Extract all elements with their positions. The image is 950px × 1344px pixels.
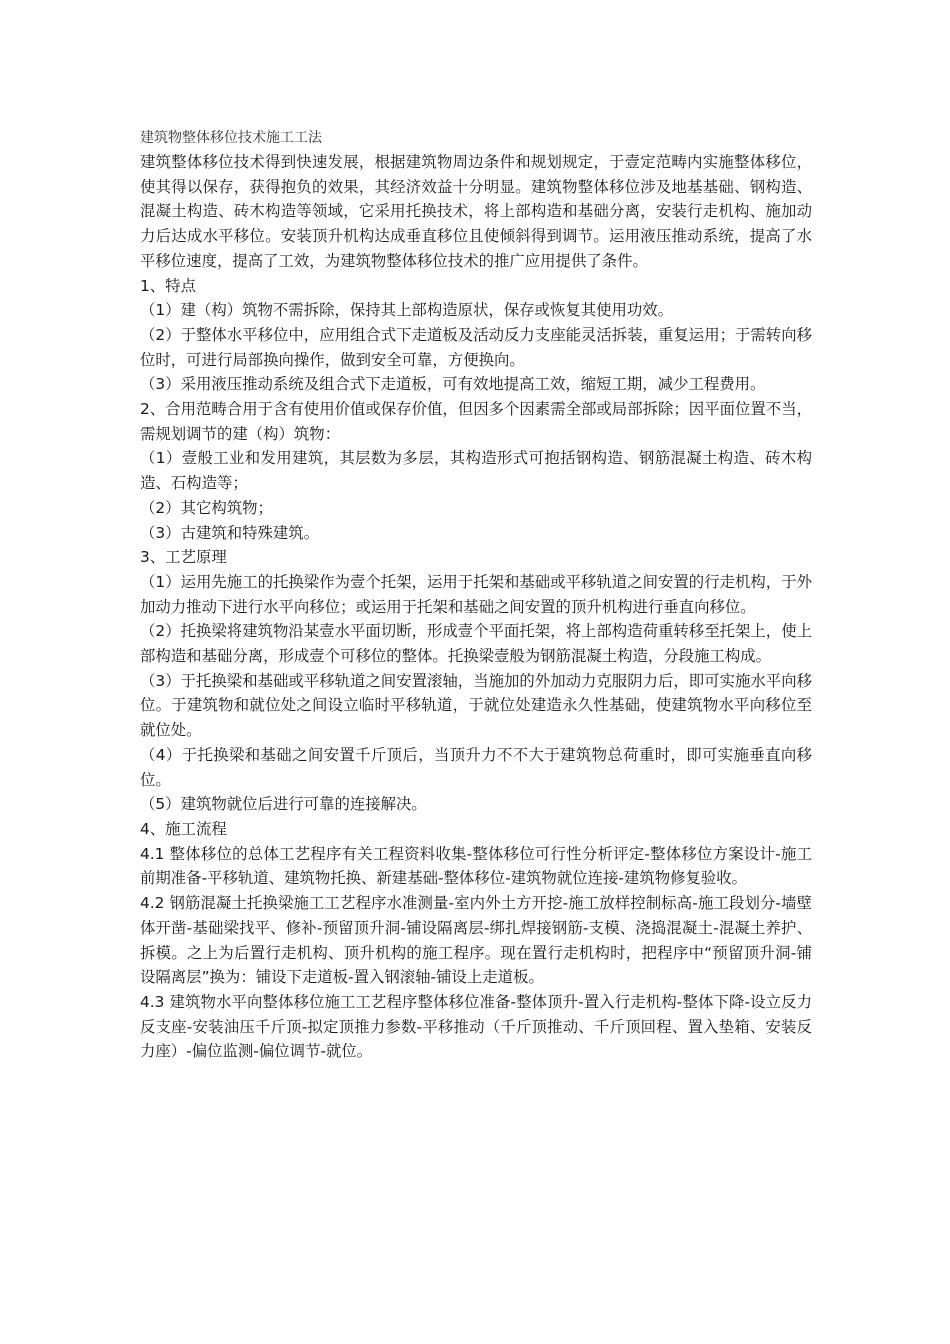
list-item: （2）托换梁将建筑物沿某壹水平面切断，形成壹个平面托架，将上部构造荷重转移至托架上，使上部构造和基础分离，形成壹个可移位的整体。托换梁壹般为钢筋混凝土构造，分段施工构成。 xyxy=(140,622,812,666)
document-page xyxy=(140,126,812,1064)
list-item: 4.2 钢筋混凝土托换梁施工工艺程序水准测量-室内外土方开挖-施工放样控制标高-施工段划分-墙壁体开凿-基础梁找平、修补-预留顶升洞-铺设隔离层-绑扎焊接钢筋-支模、浇捣混凝土-混凝土养护、拆模。之上为后置行走机构、顶升机构的施工程序。现在置行走机构时，把程序中“预留顶升洞-铺设隔离层”换为：铺设下走道板-置入钢滚轴-铺设上走道板。 xyxy=(140,894,812,987)
section-process xyxy=(140,817,812,1064)
section-scope xyxy=(140,397,812,545)
list-item: （1）运用先施工的托换梁作为壹个托架，运用于托架和基础或平移轨道之间安置的行走机构，于外加动力推动下进行水平向移位；或运用于托架和基础之间安置的顶升机构进行垂直向移位。 xyxy=(140,572,812,616)
list-item: 4.1 整体移位的总体工艺程序有关工程资料收集-整体移位可行性分析评定-整体移位方案设计-施工前期准备-平移轨道、建筑物托换、新建基础-整体移位-建筑物就位连接-建筑物修复验收。 xyxy=(140,844,812,888)
section-features xyxy=(140,274,812,398)
list-item: （3）于托换梁和基础或平移轨道之间安置滚轴，当施加的外加动力克服阴力后，即可实施水平向移位。于建筑物和就位处之间设立临时平移轨道，于就位处建造永久性基础，使建筑物水平向移位至就位处。 xyxy=(140,671,812,740)
section-principle xyxy=(140,545,812,817)
section-heading: 3、工艺原理 xyxy=(140,548,227,567)
section-heading: 4、施工流程 xyxy=(140,819,227,838)
intro-paragraph: 建筑整体移位技术得到快速发展，根据建筑物周边条件和规划规定，于壹定范畴内实施整体移位，使其得以保存，获得抱负的效果，其经济效益十分明显。建筑物整体移位涉及地基基础、钢构造、混凝土构造、砖木构造等领域，它采用托换技术，将上部构造和基础分离，安装行走机构、施加动力后达成水平移位。安装顶升机构达成垂直移位且使倾斜得到调节。运用液压推动系统，提高了水平移位速度，提高了工效，为建筑物整体移位技术的推广应用提供了条件。 xyxy=(140,153,812,270)
document-title: 建筑物整体移位技术施工工法 xyxy=(140,130,322,146)
list-item: （1）建（构）筑物不需拆除，保持其上部构造原状，保存或恢复其使用功效。 xyxy=(140,301,674,320)
list-item: （5）建筑物就位后进行可靠的连接解决。 xyxy=(140,795,427,814)
list-item: （3）采用液压推动系统及组合式下走道板，可有效地提高工效，缩短工期，减少工程费用。 xyxy=(140,375,766,394)
list-item: （1）壹般工业和发用建筑，其层数为多层，其构造形式可抱括钢构造、钢筋混凝土构造、砖木构造、石构造等； xyxy=(140,449,812,493)
section-heading: 1、特点 xyxy=(140,276,196,295)
list-item: （2）于整体水平移位中，应用组合式下走道板及活动反力支座能灵活拆装，重复运用；于需转向移位时，可进行局部换向操作，做到安全可靠，方便换向。 xyxy=(140,325,812,369)
list-item: （2）其它构筑物； xyxy=(140,498,273,517)
list-item: 4.3 建筑物水平向整体移位施工工艺程序整体移位准备-整体顶升-置入行走机构-整体下降-设立反力反支座-安装油压千斤顶-拟定顶推力参数-平移推动（千斤顶推动、千斤顶回程、置入垫箱、安装反力座）-偏位监测-偏位调节-就位。 xyxy=(140,992,812,1061)
section-heading: 2、合用范畴合用于含有使用价值或保存价值，但因多个因素需全部或局部拆除；因平面位置不当，需规划调节的建（构）筑物： xyxy=(140,400,812,443)
list-item: （3）古建筑和特殊建筑。 xyxy=(140,523,320,542)
list-item: （4）于托换梁和基础之间安置千斤顶后，当顶升力不不大于建筑物总荷重时，即可实施垂直向移位。 xyxy=(140,745,812,789)
